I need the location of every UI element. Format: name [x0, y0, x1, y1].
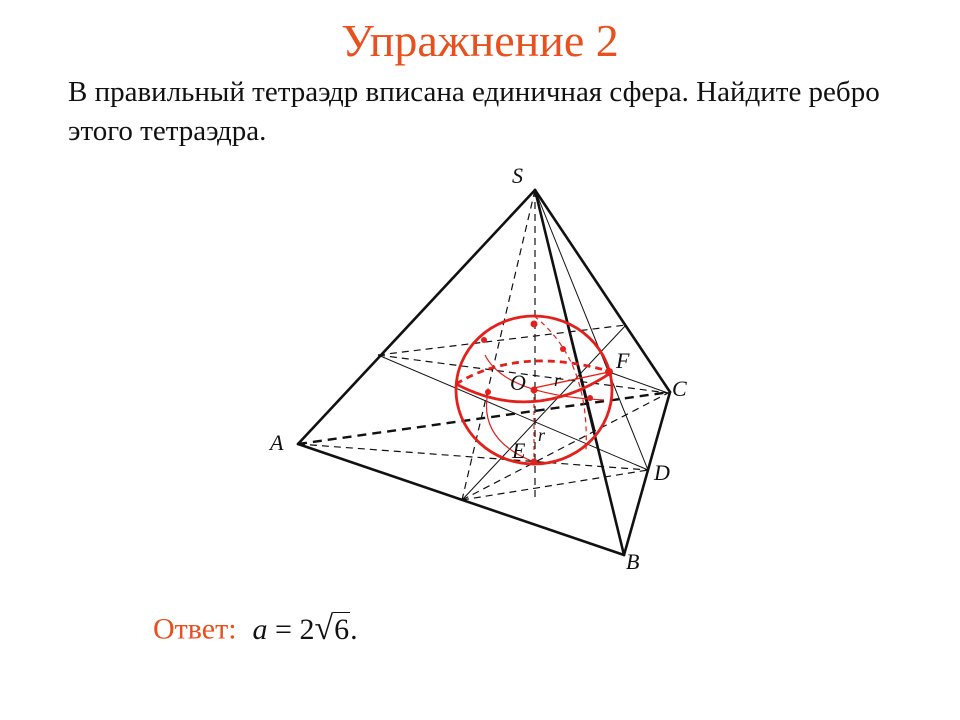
label-a: A: [270, 430, 284, 455]
edge-ab: [298, 444, 624, 555]
label-r-lower: r: [538, 425, 546, 445]
thin-s-d: [535, 190, 648, 470]
point-top: [531, 321, 538, 328]
sqrt-icon: √: [314, 610, 334, 647]
dashed-mid-section-left: [378, 325, 626, 355]
answer-radicand: 6: [334, 613, 350, 646]
answer-block: [153, 612, 358, 647]
label-r-upper: r: [554, 370, 562, 390]
point-right: [560, 346, 566, 352]
dashed-base-d: [462, 470, 648, 500]
sqrt-group: [314, 612, 350, 647]
point-o: [531, 387, 538, 394]
edge-sa: [298, 190, 535, 444]
answer-variable: a: [252, 613, 268, 646]
label-c: C: [672, 376, 687, 401]
label-b: B: [626, 549, 640, 574]
answer-formula: [252, 610, 358, 647]
edge-sc: [535, 190, 670, 392]
hidden-lines: [298, 190, 670, 500]
answer-coefficient: 2: [299, 613, 315, 646]
problem-statement: В правильный тетраэдр вписана единичная сфера. Найдите ребро этого тетраэдра.: [68, 76, 880, 147]
label-f: F: [616, 348, 630, 373]
answer-equals: =: [275, 613, 292, 646]
label-o: O: [510, 370, 526, 395]
point-left: [481, 337, 487, 343]
point-low: [587, 395, 593, 401]
label-e: E: [512, 438, 526, 463]
answer-label: Ответ:: [153, 612, 237, 646]
point-side: [485, 389, 491, 395]
label-s: S: [512, 163, 523, 188]
visible-edges: [298, 190, 670, 555]
label-d: D: [654, 460, 670, 485]
answer-period: .: [350, 613, 358, 646]
point-f: [605, 368, 613, 376]
slide-title: Упражнение 2: [341, 15, 619, 66]
point-e: [531, 459, 538, 466]
